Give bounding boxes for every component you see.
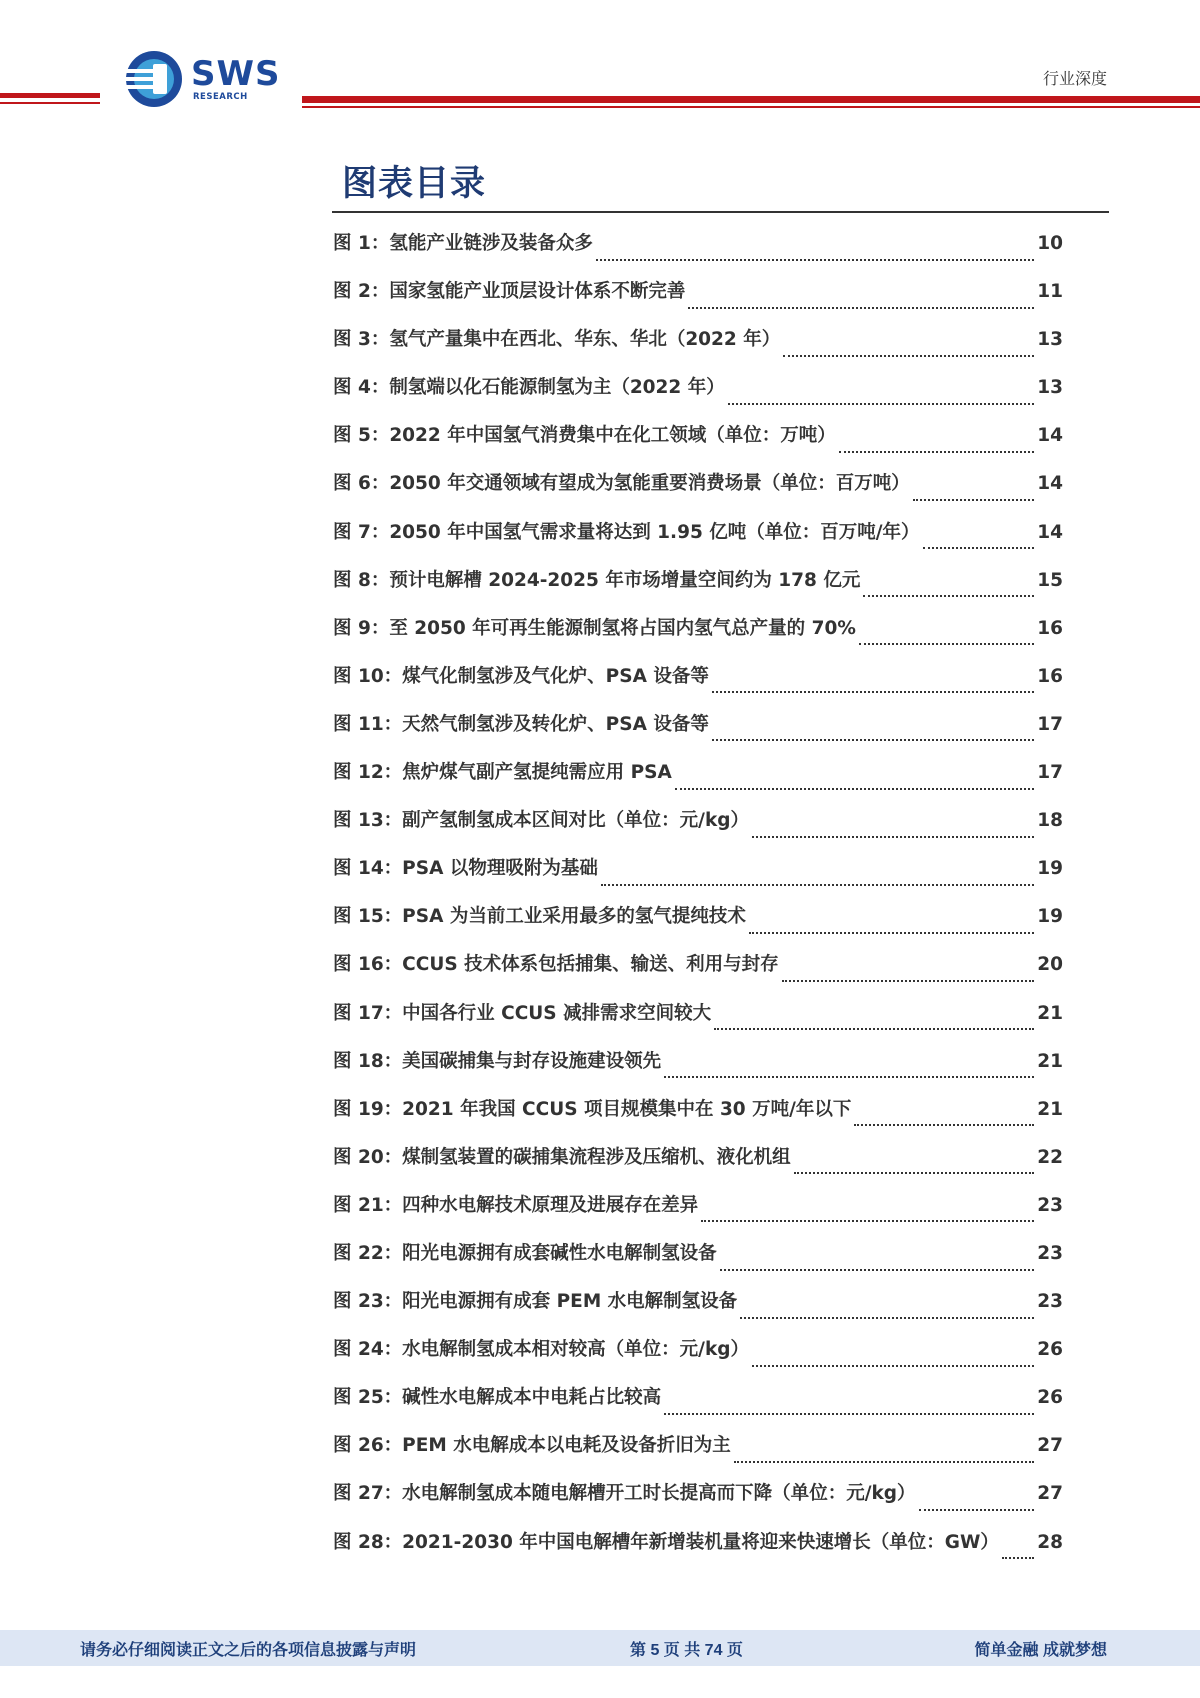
toc-item-label: 图 28：2021-2030 年中国电解槽年新增装机量将迎来快速增长（单位：GW） [333,1531,999,1553]
toc-leader-dots [752,835,1034,838]
toc-leader-dots [601,883,1034,886]
toc-item-page: 14 [1037,521,1063,543]
toc-leader-dots [675,787,1034,790]
toc-item[interactable] [333,614,1063,662]
toc-item[interactable] [333,277,1063,325]
toc-item-page: 16 [1037,665,1063,687]
toc-item-label: 图 1：氢能产业链涉及装备众多 [333,233,593,254]
toc-item-label: 图 14：PSA 以物理吸附为基础 [333,858,598,880]
toc-leader-dots [740,1316,1034,1319]
toc-leader-dots [720,1268,1035,1271]
toc-leader-dots [596,258,1034,261]
toc-item-label: 图 23：阳光电源拥有成套 PEM 水电解制氢设备 [333,1291,738,1313]
toc-item-label: 图 10：煤气化制氢涉及气化炉、PSA 设备等 [333,665,709,687]
toc-item-page: 26 [1037,1339,1063,1361]
toc-item-label: 图 7：2050 年中国氢气需求量将达到 1.95 亿吨（单位：百万吨/年） [333,521,920,543]
toc-item-page: 22 [1037,1146,1063,1168]
sws-logo-icon [125,50,183,108]
toc-item[interactable] [333,373,1063,421]
toc-item[interactable] [333,229,1063,277]
toc-item[interactable] [333,902,1063,950]
figure-toc-list [333,229,1063,1576]
toc-item[interactable] [333,566,1063,614]
footer-disclaimer: 请务必仔细阅读正文之后的各项信息披露与声明 [80,1642,417,1659]
toc-item[interactable] [333,1143,1063,1191]
toc-item-label: 图 17：中国各行业 CCUS 减排需求空间较大 [333,1002,712,1024]
toc-item-label: 图 11：天然气制氢涉及转化炉、PSA 设备等 [333,713,709,735]
toc-item[interactable] [333,1335,1063,1383]
toc-leader-dots [734,1460,1035,1463]
toc-item[interactable] [333,806,1063,854]
toc-item[interactable] [333,1287,1063,1335]
toc-item-label: 图 9：至 2050 年可再生能源制氢将占国内氢气总产量的 70% [333,617,856,639]
toc-item-label: 图 5：2022 年中国氢气消费集中在化工领域（单位：万吨） [333,425,836,447]
logo-brand-subtext: RESEARCH [193,92,248,102]
toc-item[interactable] [333,1047,1063,1095]
toc-item-label: 图 20：煤制氢装置的碳捕集流程涉及压缩机、液化机组 [333,1146,791,1168]
toc-item[interactable] [333,999,1063,1047]
toc-item-label: 图 13：副产氢制氢成本区间对比（单位：元/kg） [333,810,749,832]
page-title: 图表目录 [342,164,487,204]
toc-item-page: 23 [1037,1242,1063,1264]
toc-item-page: 21 [1037,1002,1063,1024]
toc-leader-dots [712,690,1034,693]
toc-leader-dots [1002,1556,1034,1559]
toc-item[interactable] [333,1191,1063,1239]
toc-leader-dots [752,1364,1034,1367]
toc-leader-dots [839,450,1035,453]
footer-page-info: 第 5 页 共 74 页 [630,1642,743,1659]
toc-item-label: 图 21：四种水电解技术原理及进展存在差异 [333,1194,699,1216]
toc-item[interactable] [333,1239,1063,1287]
toc-item-label: 图 12：焦炉煤气副产氢提纯需应用 PSA [333,762,672,784]
toc-item-label: 图 27：水电解制氢成本随电解槽开工时长提高而下降（单位：元/kg） [333,1483,916,1505]
toc-item-page: 13 [1037,329,1063,351]
toc-item-page: 14 [1037,473,1063,495]
logo-brand-text: SWS [191,54,281,94]
toc-item[interactable] [333,1383,1063,1431]
report-type-label: 行业深度 [1042,71,1107,88]
toc-item-label: 图 4：制氢端以化石能源制氢为主（2022 年） [333,377,725,399]
toc-item[interactable] [333,421,1063,469]
toc-item-page: 10 [1037,233,1063,254]
toc-leader-dots [782,979,1035,982]
toc-leader-dots [783,354,1034,357]
toc-leader-dots [701,1219,1034,1222]
toc-item-page: 23 [1037,1194,1063,1216]
toc-item-label: 图 16：CCUS 技术体系包括捕集、输送、利用与封存 [333,954,779,976]
toc-leader-dots [714,1027,1034,1030]
toc-item[interactable] [333,469,1063,517]
title-divider [332,211,1109,213]
toc-leader-dots [688,306,1034,309]
toc-item-page: 20 [1037,954,1063,976]
toc-item[interactable] [333,710,1063,758]
toc-item-label: 图 6：2050 年交通领域有望成为氢能重要消费场景（单位：百万吨） [333,473,910,495]
toc-leader-dots [859,642,1034,645]
toc-item[interactable] [333,854,1063,902]
toc-item[interactable] [333,1431,1063,1479]
toc-item-page: 26 [1037,1387,1063,1409]
toc-leader-dots [664,1075,1034,1078]
toc-leader-dots [794,1171,1035,1174]
toc-leader-dots [854,1123,1034,1126]
toc-item[interactable] [333,950,1063,998]
toc-item[interactable] [333,1095,1063,1143]
toc-item-page: 11 [1037,281,1063,303]
toc-item-label: 图 25：碱性水电解成本中电耗占比较高 [333,1387,662,1409]
toc-item[interactable] [333,758,1063,806]
header-rule-left [0,93,100,98]
toc-item[interactable] [333,325,1063,373]
toc-item[interactable] [333,662,1063,710]
toc-item-label: 图 18：美国碳捕集与封存设施建设领先 [333,1050,662,1072]
toc-item-label: 图 19：2021 年我国 CCUS 项目规模集中在 30 万吨/年以下 [333,1098,852,1120]
toc-item-page: 23 [1037,1291,1063,1313]
toc-leader-dots [712,738,1034,741]
toc-leader-dots [664,1412,1034,1415]
toc-leader-dots [923,546,1035,549]
toc-item-page: 17 [1037,762,1063,784]
toc-item-label: 图 22：阳光电源拥有成套碱性水电解制氢设备 [333,1242,717,1264]
toc-item-label: 图 26：PEM 水电解成本以电耗及设备折旧为主 [333,1435,731,1457]
toc-leader-dots [919,1508,1035,1511]
toc-item-page: 15 [1037,569,1063,591]
toc-item-label: 图 24：水电解制氢成本相对较高（单位：元/kg） [333,1339,749,1361]
toc-item-label: 图 8：预计电解槽 2024-2025 年市场增量空间约为 178 亿元 [333,569,861,591]
toc-leader-dots [728,402,1035,405]
toc-leader-dots [749,931,1034,934]
toc-item[interactable] [333,1528,1063,1576]
toc-item-page: 19 [1037,858,1063,880]
toc-item-page: 19 [1037,906,1063,928]
footer-slogan: 简单金融 成就梦想 [974,1642,1107,1659]
toc-item-page: 14 [1037,425,1063,447]
toc-leader-dots [913,498,1035,501]
toc-item-page: 13 [1037,377,1063,399]
toc-leader-dots [863,594,1034,597]
toc-item[interactable] [333,1479,1063,1527]
header-rule-left-thin [0,102,100,104]
toc-item-page: 21 [1037,1050,1063,1072]
header-rule-right [302,96,1200,103]
toc-item[interactable] [333,518,1063,566]
toc-item-page: 27 [1037,1435,1063,1457]
toc-item-page: 16 [1037,617,1063,639]
sws-logo [125,50,280,110]
toc-item-page: 28 [1037,1531,1063,1553]
toc-item-page: 18 [1037,810,1063,832]
header-rule-right-thin [302,106,1200,108]
toc-item-label: 图 15：PSA 为当前工业采用最多的氢气提纯技术 [333,906,746,928]
toc-item-label: 图 2：国家氢能产业顶层设计体系不断完善 [333,281,686,303]
toc-item-label: 图 3：氢气产量集中在西北、华东、华北（2022 年） [333,329,781,351]
toc-item-page: 21 [1037,1098,1063,1120]
toc-item-page: 27 [1037,1483,1063,1505]
toc-item-page: 17 [1037,713,1063,735]
